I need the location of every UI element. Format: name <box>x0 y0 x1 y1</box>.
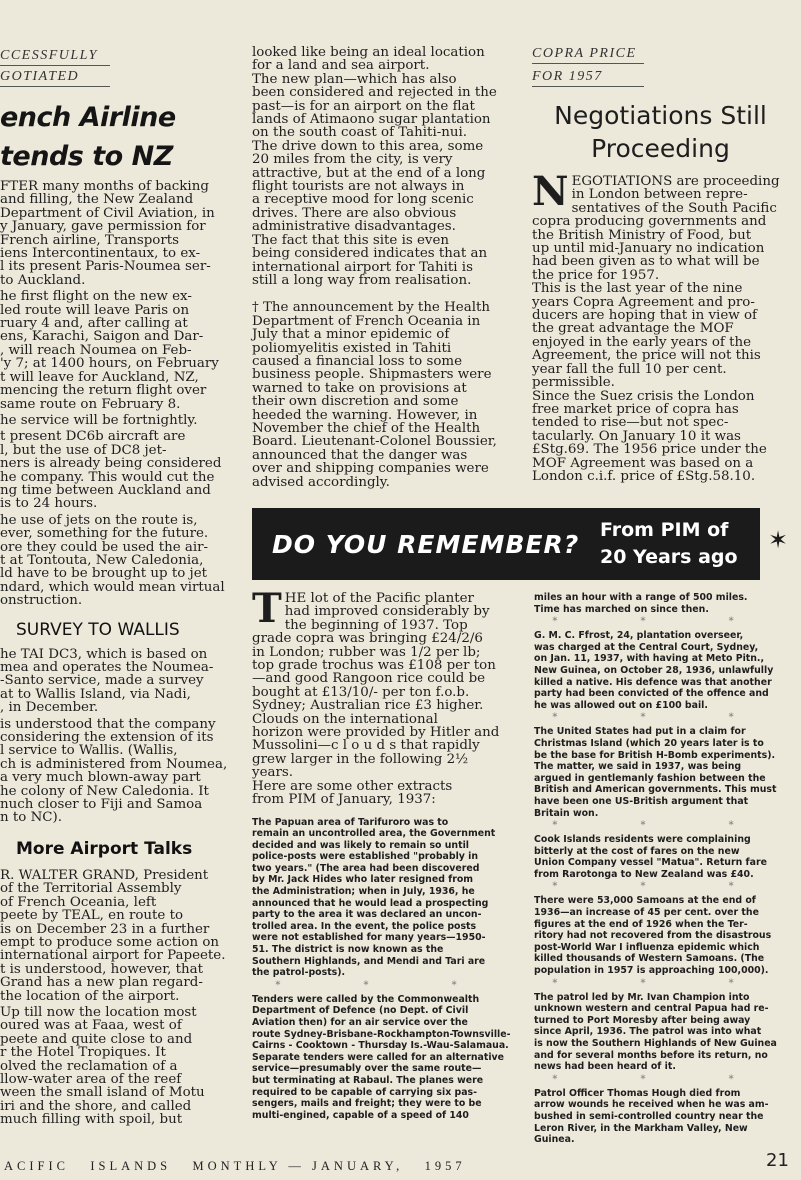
airline-paragraph-5: he use of jets on the route is, ever, something for the future. ore they could be used the air- t at Tontouta, New Caledonia, ld have to be brought up to jet ndard, which would mean virtual onstruction. <box>0 512 225 609</box>
copra-headline-line-1: Negotiations Still <box>554 101 767 130</box>
copra-headline-line-2: Proceeding <box>591 134 730 163</box>
airport-continued-paragraph-1: looked like being an ideal location for a land and sea airport. <box>252 45 485 74</box>
remember-paragraph-1: HE lot of the Pacific planter had improved considerably by the beginning of 1937. Top grade copra was bringing £24/2/6 in London; rubber was 1/2 per lb; top grade trochus was £108 per ton —and good Rangoon rice could be bought at £13/10/- per ton f.o.b. Sydney; Australian rice £3 higher. <box>252 591 496 714</box>
banner-subtitle-line-2: 20 Years ago <box>600 546 738 568</box>
middle-column <box>252 46 516 498</box>
remember-right-column <box>534 592 792 1146</box>
airline-paragraph-2: he first flight on the new ex- led route will leave Paris on ruary 4 and, after calling at ens, Karachi, Saigon and Dar- , will reach Noumea on Feb- 'y 7; at 1400 hours, on February t will leave for Auckland, NZ, mencing the return flight over same route on February 8. <box>0 289 219 412</box>
separator-stars: * * * <box>552 881 774 893</box>
separator-stars: * * * <box>552 712 774 724</box>
banner-subtitle-line-1: From PIM of <box>600 519 729 541</box>
extract-samoans: There were 53,000 Samoans at the end of 1936—an increase of 45 per cent. over the figures at the end of 1926 when the Ter- ritory had not recovered from the disastrous post-World War I influenza epidemic which killed thousands of Western Samoans. (The population in 1957 is approaching 100,000). <box>534 895 772 977</box>
do-you-remember-banner <box>252 508 760 580</box>
separator-stars: * * * <box>552 820 774 832</box>
footer-publication-line: ACIFIC ISLANDS MONTHLY — JANUARY, 1957 <box>4 1159 466 1173</box>
polio-announcement-paragraph: † The announcement by the Health Department of French Oceania in July that a minor epidemic of poliomyelitis existed in Tahiti caused a financial loss to some business people. Shipmasters were warned to take on provisions at their own discretion and some heeded the warning. However, in November the chief of the Health Board. Lieutenant-Colonel Boussier, announced that the danger was over and shipping companies were advised accordingly. <box>252 300 497 490</box>
remember-dropcap: T <box>252 585 282 632</box>
extract-hough: Patrol Officer Thomas Hough died from arrow wounds he received when he was am- bushed in semi-controlled country near the Leron River, in the Markham Valley, New Guinea. <box>534 1087 769 1146</box>
star-ornament-icon: ✶ <box>768 526 789 554</box>
airport-paragraph-1: R. WALTER GRAND, President of the Territorial Assembly of French Oceania, left peete by TEAL, en route to is on December 23 in a further empt to produce some action on international airport for Papeete. t is understood, however, that Grand has a new plan regard- the location of the airport. <box>0 867 226 1004</box>
subhead-survey-to-wallis: SURVEY TO WALLIS <box>16 619 180 640</box>
section-tag-successfully: CCESSFULLY <box>0 48 110 66</box>
headline-extends-to-nz: tends to NZ <box>0 141 173 172</box>
subhead-more-airport-talks: More Airport Talks <box>16 838 193 859</box>
extract-ffrost: G. M. C. Ffrost, 24, plantation overseer, was charged at the Central Court, Sydney, on Jan. 11, 1937, with having at Meto Pitn., New Guinea, on October 28, 1936, unlawfully killed a native. His defence was that another party had been convicted of the offence and he was allowed out on £100 bail. <box>534 630 774 711</box>
remember-paragraph-3: Here are some other extracts from PIM of January, 1937: <box>252 778 453 808</box>
for-1957-tag: FOR 1957 <box>532 69 644 87</box>
separator-stars: * * * <box>552 977 774 989</box>
airport-continued-paragraph-2: The new plan—which has also been considered and rejected in the past—is for an airport on the flat lands of Atimaono sugar plantation on the south coast of Tahiti-nui. <box>252 71 497 141</box>
extract-christmas-island: The United States had put in a claim for Christmas Island (which 20 years later is to be the base for British H-Bomb experiments). The matter, we said in 1937, was being argued in gentlemanly fashion between the British and American governments. This must have been one US-British argument that Britain won. <box>534 726 777 819</box>
copra-price-tag: COPRA PRICE <box>532 46 644 64</box>
extract-champion-patrol: The patrol led by Mr. Ivan Champion into unknown western and central Papua had re- turned to Port Moresby after being away since April, 1936. The patrol was into what is now the Southern Highlands of New Guinea and for several months before its return, no news had been heard of it. <box>534 991 777 1073</box>
extract-air-service-continued: miles an hour with a range of 500 miles. Time has marched on since then. <box>534 592 748 615</box>
section-tag-negotiated: GOTIATED <box>0 69 110 87</box>
extract-cook-islands: Cook Islands residents were complaining bitterly at the cost of fares on the new Union Company vessel "Matua". Return fare from Rarotonga to New Zealand was £40. <box>534 834 767 880</box>
left-column <box>0 44 232 1128</box>
right-column <box>532 46 789 496</box>
copra-dropcap: N <box>532 168 569 215</box>
remember-left-column <box>252 585 520 1132</box>
copra-paragraph-1: EGOTIATIONS are proceeding in London between repre- sentatives of the South Pacific copra producing governments and the British Ministry of Food, but up until mid-January no indication had been given as to what will be the price for 1957. <box>532 174 780 283</box>
copra-paragraph-2: This is the last year of the nine years Copra Agreement and pro- ducers are hoping that in view of the great advantage the MOF enjoyed in the early years of the Agreement, the price will not this year fall the full 10 per cent. permissible. <box>532 281 761 391</box>
airline-paragraph-1: FTER many months of backing and filling, the New Zealand Department of Civil Aviation, in y January, gave permission for French airline, Transports iens Intercontinentaux, to ex- l its present Paris-Noumea ser- to Auckland. <box>0 179 215 288</box>
wallis-paragraph-2: is understood that the company considering the extension of its l service to Wallis. (Wallis, ch is administered from Noumea, a very much blown-away part he colony of New Caledonia. It nuch closer to Fiji and Samoa n to NC). <box>0 716 228 826</box>
remember-paragraph-2: Clouds on the international horizon were provided by Hitler and Mussolini—c l o u d s that rapidly grew larger in the following 2½ years. <box>252 711 500 781</box>
airline-paragraph-4: t present DC6b aircraft are l, but the use of DC8 jet- ners is already being considered he company. This would cut the ng time between Auckland and is to 24 hours. <box>0 429 222 512</box>
airport-continued-paragraph-3: The drive down to this area, some 20 miles from the city, is very attractive, but at the end of a long flight tourists are not always in a receptive mood for long scenic drives. There are also obvious administrative disadvantages. <box>252 138 486 235</box>
separator-stars: * * * <box>552 616 774 628</box>
airport-paragraph-2: Up till now the location most oured was at Faaa, west of peete and quite close to and r the Hotel Tropiques. It olved the reclamation of a llow-water area of the reef ween the small island of Motu iri and the shore, and called much filling with spoil, but <box>0 1004 205 1128</box>
page-number: 21 <box>766 1150 789 1171</box>
wallis-paragraph-1: he TAI DC3, which is based on mea and operates the Noumea- -Santo service, made a survey at to Wallis Island, via Nadi, , in December. <box>0 646 214 716</box>
headline-french-airline: ench Airline <box>0 102 176 133</box>
airport-continued-paragraph-4: The fact that this site is even being considered indicates that an international airport for Tahiti is still a long way from realisation. <box>252 232 488 288</box>
airline-paragraph-3: he service will be fortnightly. <box>0 412 198 428</box>
copra-paragraph-3: Since the Suez crisis the London free market price of copra has tended to rise—but not spec- tacularly. On January 10 it was £Stg.69. The 1956 price under the MOF Agreement was based on a London c.i.f. price of £Stg.58.10. <box>532 388 767 484</box>
extract-air-service-tenders: Tenders were called by the Commonwealth Department of Defence (no Dept. of Civil Aviation then) for an air service over the route Sydney-Brisbane-Rockhampton-Townsville- Cairns - Cooktown - Thursday Is.-Wau-Salamaua. Separate tenders were called for an alternative service—presumably over the same route— but terminating at Rabaul. The planes were required to be capable of carrying six pas- sengers, mails and freight; they were to be multi-engined, capable of a speed of 140 <box>252 993 511 1121</box>
banner-title: DO YOU REMEMBER? <box>272 530 580 559</box>
extract-tarifuroro: The Papuan area of Tarifuroro was to remain an uncontrolled area, the Government decided and was likely to remain so until police-posts were established "probably in two years." (The area had been discovered by Mr. Jack Hides who later resigned from the Administration; when in July, 1936, he announced that he would lead a prospecting party to the area it was declared an uncon- trolled area. In the event, the police posts were not established for many years—1950- 51. The district is now known as the Southern Highlands, and Mendi and Tari are the patrol-posts). <box>252 816 496 979</box>
separator-stars: * * * <box>552 1073 774 1085</box>
separator-stars: * * * <box>275 979 497 991</box>
